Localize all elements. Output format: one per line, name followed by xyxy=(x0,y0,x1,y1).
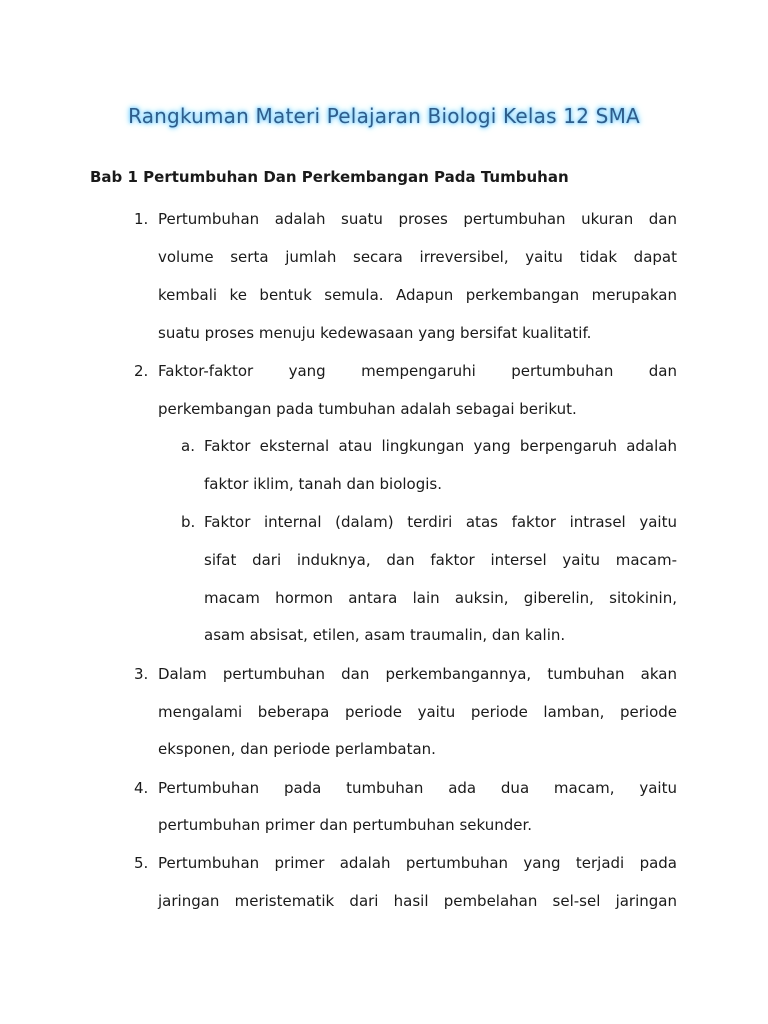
subitem-a-line-1: Faktor eksternal atau lingkungan yang berpengaruh adalah xyxy=(204,437,677,455)
list-marker-4: 4. xyxy=(134,779,149,797)
subitem-b-line-2: sifat dari induknya, dan faktor intersel yaitu macam- xyxy=(204,551,677,569)
item-4-line-1: Pertumbuhan pada tumbuhan ada dua macam, yaitu xyxy=(158,779,677,797)
list-marker-5: 5. xyxy=(134,854,149,872)
list-marker-3: 3. xyxy=(134,665,149,683)
subitem-b-line-1: Faktor internal (dalam) terdiri atas faktor intrasel yaitu xyxy=(204,513,677,531)
item-3-line-3: eksponen, dan periode perlambatan. xyxy=(158,740,436,758)
item-4-line-2: pertumbuhan primer dan pertumbuhan sekunder. xyxy=(158,816,533,834)
item-1-line-4: suatu proses menuju kedewasaan yang bersifat kualitatif. xyxy=(158,324,592,342)
item-3-line-2: mengalami beberapa periode yaitu periode lamban, periode xyxy=(158,703,677,721)
item-5-line-2: jaringan meristematik dari hasil pembelahan sel-sel jaringan xyxy=(158,892,677,910)
item-1-line-1: Pertumbuhan adalah suatu proses pertumbuhan ukuran dan xyxy=(158,210,677,228)
item-2-line-1: Faktor-faktor yang mempengaruhi pertumbuhan dan xyxy=(158,362,677,380)
item-1-line-3: kembali ke bentuk semula. Adapun perkembangan merupakan xyxy=(158,286,677,304)
item-5-line-1: Pertumbuhan primer adalah pertumbuhan yang terjadi pada xyxy=(158,854,677,872)
subitem-b-line-4: asam absisat, etilen, asam traumalin, dan kalin. xyxy=(204,626,566,644)
item-1-line-2: volume serta jumlah secara irreversibel, yaitu tidak dapat xyxy=(158,248,677,266)
item-3-line-1: Dalam pertumbuhan dan perkembangannya, tumbuhan akan xyxy=(158,665,677,683)
chapter-heading: Bab 1 Pertumbuhan Dan Perkembangan Pada Tumbuhan xyxy=(90,168,569,186)
list-marker-1: 1. xyxy=(134,210,149,228)
sublist-marker-a: a. xyxy=(181,437,195,455)
subitem-b-line-3: macam hormon antara lain auksin, giberelin, sitokinin, xyxy=(204,589,677,607)
sublist-marker-b: b. xyxy=(181,513,196,531)
document-title: Rangkuman Materi Pelajaran Biologi Kelas 12 SMA xyxy=(128,104,640,128)
item-2-line-2: perkembangan pada tumbuhan adalah sebagai berikut. xyxy=(158,400,577,418)
list-marker-2: 2. xyxy=(134,362,149,380)
subitem-a-line-2: faktor iklim, tanah dan biologis. xyxy=(204,475,443,493)
